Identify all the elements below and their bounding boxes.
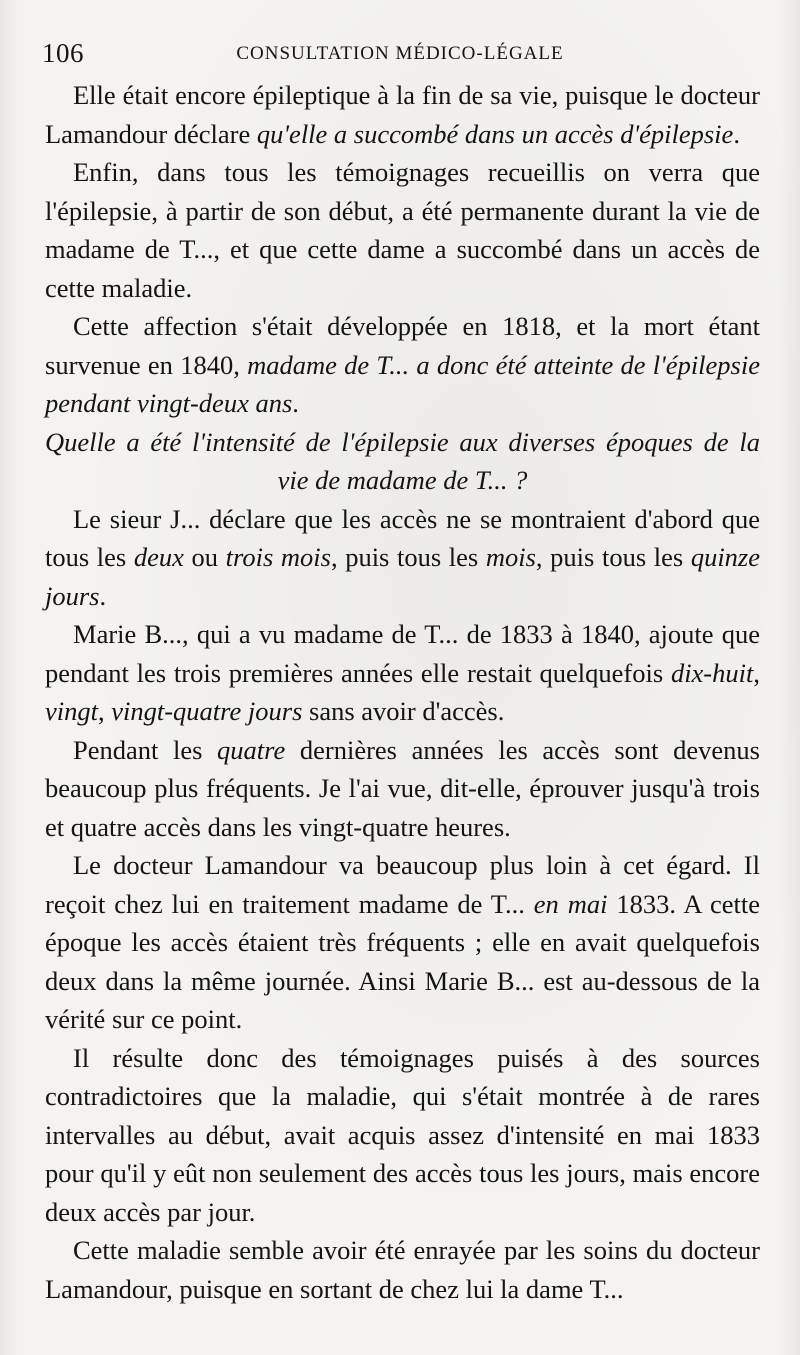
text-run: .: [99, 580, 107, 611]
text-run: Elle était encore épileptique à la fin de sa vie, puisque le docteur Lamandour déclare: [45, 80, 760, 149]
text-run: .: [733, 118, 740, 149]
paragraph: [45, 76, 760, 153]
section-question-line-1: [45, 423, 760, 462]
text-run: Le sieur J... déclare que les accès ne se montraient d'abord que tous les: [45, 503, 760, 572]
italic-question: vie de madame de T... ?: [277, 465, 528, 495]
italic-term: quatre: [217, 734, 286, 765]
text-run: Le docteur Lamandour va beaucoup plus loin à cet égard. Il reçoit chez lui en traitement madame de T...: [45, 850, 760, 919]
paragraph: [45, 500, 760, 616]
text-run: ,: [98, 696, 112, 726]
paragraph: [45, 731, 760, 847]
paragraph: [45, 307, 760, 423]
italic-quote: qu'elle a succombé dans un accès d'épilepsie: [256, 118, 734, 149]
text-run: dernières années les accès sont devenus beaucoup plus fréquents. Je l'ai vue, dit-elle, éprouver jusqu'à trois et quatre accès dans les vingt-quatre heures.: [45, 734, 760, 842]
italic-term: vingt-quatre jours: [111, 696, 303, 726]
text-run: ou: [183, 542, 226, 572]
page-number: 106: [42, 38, 84, 68]
running-head: [42, 38, 758, 68]
text-run: sans avoir d'accès.: [302, 696, 505, 726]
text-run: .: [292, 388, 299, 418]
paragraph: Il résulte donc des témoignages puisés à des sources contradictoires que la maladie, qui s'était montrée à de rares intervalles au début, avait acquis assez d'intensité en mai 1833 pour qu'il y eût non seulement des accès tous les jours, mais encore deux accès par jour.: [45, 1042, 760, 1227]
text-run: 1833. A cette époque les accès étaient très fréquents ; elle en avait quelquefois deux dans la même journée. Ainsi Marie B... est au-dessous de la vérité sur ce point.: [45, 888, 760, 1034]
paragraph: Cette maladie semble avoir été enrayée par les soins du docteur Lamandour, puisque en sortant de chez lui la dame T...: [45, 1235, 760, 1304]
text-run: ,: [753, 657, 760, 688]
paragraph: [45, 615, 760, 731]
text-run: Marie B..., qui a vu madame de T... de 1833 à 1840, ajoute que pendant les trois premières années elle restait quelquefois: [45, 619, 760, 688]
text-run: , puis tous les: [535, 542, 691, 572]
text-run: Pendant les: [73, 734, 218, 765]
italic-conclusion: madame de T... a donc été atteinte de l'épilepsie pendant vingt-deux ans: [45, 349, 760, 418]
text-run: , puis tous les: [330, 542, 486, 572]
italic-term: vingt: [45, 696, 98, 726]
section-question-line-2: [45, 461, 760, 500]
italic-term: dix-huit: [670, 657, 754, 688]
text-run: Cette affection s'était développée en 1818, et la mort étant survenue en 1840,: [45, 311, 760, 380]
running-title: CONSULTATION MÉDICO-LÉGALE: [236, 43, 564, 64]
italic-term: trois mois: [225, 542, 331, 572]
italic-term: en mai: [533, 888, 608, 919]
paragraph: Enfin, dans tous les témoignages recueillis on verra que l'épilepsie, à partir de son début, a été permanente durant la vie de madame de T..., et que cette dame a succombé dans un accès de cette maladie.: [45, 157, 760, 303]
italic-term: mois: [485, 542, 536, 572]
body-text: [45, 76, 760, 1308]
italic-term: quinze jours: [45, 542, 760, 611]
paragraph: [45, 846, 760, 1039]
italic-term: deux: [133, 542, 184, 572]
italic-question: Quelle a été l'intensité de l'épilepsie aux diverses époques de la: [45, 426, 760, 457]
